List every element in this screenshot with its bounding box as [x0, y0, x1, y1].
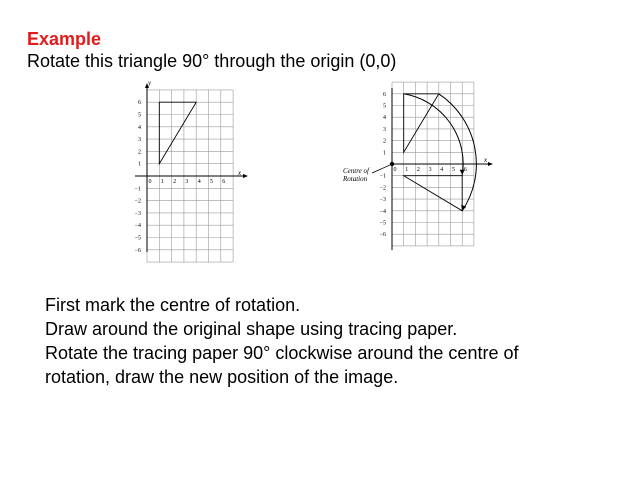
instruction-steps [45, 293, 518, 389]
y-tick-label: 6 [383, 91, 386, 98]
inner-rotation-arc [404, 94, 463, 176]
y-tick-label: 5 [138, 112, 141, 119]
y-axis-label: y [148, 79, 152, 87]
y-tick-label: 6 [138, 100, 141, 107]
x-tick-label: 0 [393, 167, 397, 173]
step-1: First mark the centre of rotation. [45, 295, 301, 315]
x-tick-label: 3 [185, 179, 189, 185]
y-tick-label: −3 [134, 210, 141, 217]
step-4: rotation, draw the new position of the image. [45, 367, 399, 387]
x-tick-label: 4 [197, 179, 201, 185]
x-axis-arrow [488, 162, 493, 166]
y-tick-label: −4 [134, 223, 141, 230]
y-tick-label: 3 [138, 137, 141, 144]
y-tick-label: −1 [379, 173, 386, 180]
y-tick-label: −5 [379, 220, 386, 227]
tick-labels [135, 100, 226, 254]
y-tick-label: −5 [134, 235, 141, 242]
centre-label-line-2: Rotation [343, 175, 368, 183]
y-tick-label: −6 [134, 247, 141, 254]
y-tick-label: 1 [138, 161, 141, 168]
x-tick-label: 0 [148, 179, 152, 185]
original-triangle [159, 102, 196, 164]
x-tick-label: 3 [428, 167, 432, 173]
y-tick-label: 2 [383, 138, 386, 145]
y-tick-label: 3 [383, 126, 386, 133]
x-tick-label: 1 [160, 179, 164, 185]
centre-of-rotation-dot [390, 162, 394, 166]
x-tick-label: 5 [210, 179, 213, 185]
y-tick-label: 1 [383, 150, 386, 157]
centre-pointer-line [372, 165, 390, 173]
step-2: Draw around the original shape using tracing paper. [45, 319, 458, 339]
y-tick-label: 4 [138, 124, 141, 131]
original-triangle [404, 94, 439, 153]
y-tick-label: −4 [379, 208, 386, 215]
y-tick-label: −2 [134, 198, 141, 205]
x-tick-label: 2 [173, 179, 177, 185]
centre-label-line-1: Centre of [343, 167, 369, 175]
y-tick-label: −3 [379, 197, 386, 204]
x-axis-label: x [484, 156, 488, 164]
y-tick-label: −2 [379, 185, 386, 192]
example-heading: Example [27, 29, 102, 49]
x-axis-label: x [238, 169, 242, 177]
x-tick-label: 6 [463, 167, 467, 173]
x-tick-label: 2 [416, 167, 420, 173]
x-tick-label: 6 [222, 179, 226, 185]
rotated-triangle-grid [330, 78, 510, 258]
x-axis-arrow [243, 174, 248, 178]
y-tick-label: −6 [379, 232, 386, 239]
x-tick-label: 1 [405, 167, 409, 173]
x-tick-label: 4 [440, 167, 444, 173]
y-tick-label: 2 [138, 149, 141, 156]
task-instruction: Rotate this triangle 90° through the origin (0,0) [27, 51, 397, 71]
y-tick-label: 4 [383, 115, 386, 122]
original-triangle-grid [115, 78, 255, 258]
rotated-triangle [404, 176, 463, 211]
x-tick-label: 5 [452, 167, 455, 173]
y-tick-label: −1 [134, 186, 141, 193]
step-3: Rotate the tracing paper 90° clockwise around the centre of [45, 343, 519, 363]
y-tick-label: 5 [383, 103, 386, 110]
